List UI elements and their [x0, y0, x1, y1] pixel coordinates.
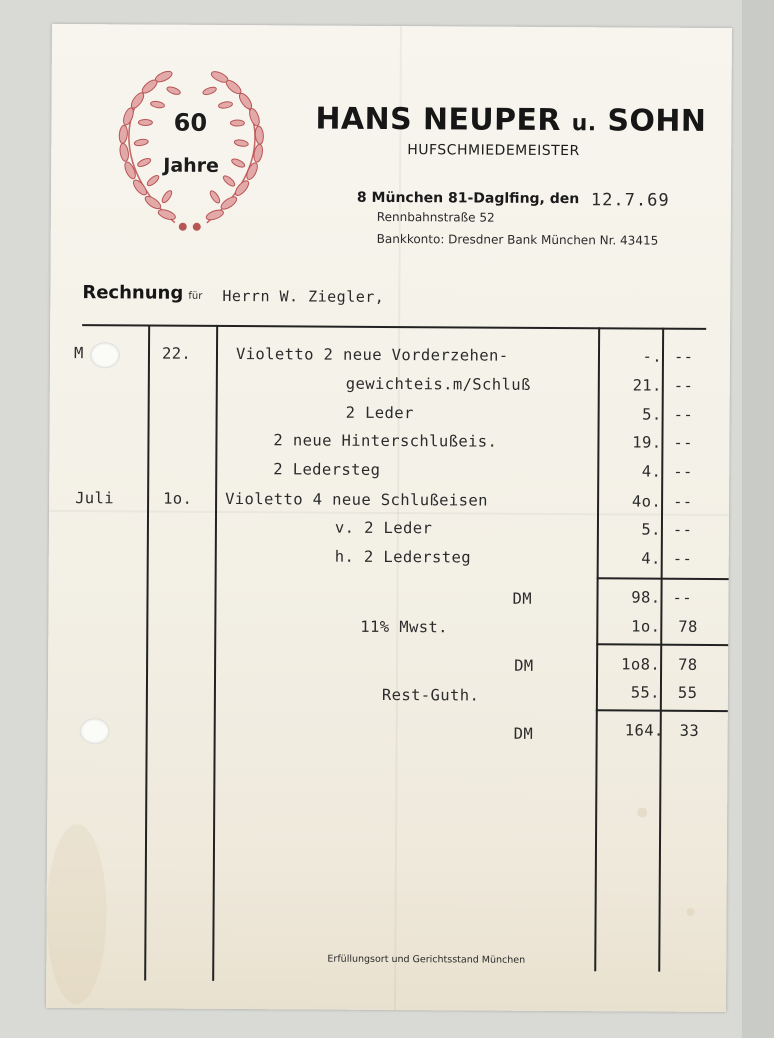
- total-amount-pf: 78: [678, 617, 698, 636]
- trade-title: HUFSCHMIEDEMEISTER: [407, 142, 580, 160]
- row-description: Violetto 4 neue Schlußeisen: [225, 489, 488, 510]
- row-month: M: [73, 344, 84, 363]
- invoice-paper: [46, 24, 732, 1012]
- row-description: v. 2 Leder: [334, 518, 433, 538]
- total-amount-dm: 164.: [624, 721, 664, 740]
- place-line: 8 München 81-Daglfing, den: [356, 189, 580, 208]
- row-amount-dm: 5.: [641, 520, 661, 539]
- laurel-wreath-logo: [97, 54, 288, 235]
- row-amount-pf: --: [673, 405, 694, 424]
- punch-hole: [90, 342, 120, 368]
- paper-stain: [637, 808, 647, 818]
- row-amount-dm: 5.: [642, 405, 662, 424]
- paper-stain: [687, 908, 695, 916]
- recipient-name: Herrn W. Ziegler,: [222, 286, 385, 306]
- row-amount-pf: --: [673, 492, 693, 511]
- company-name-connector: u.: [571, 111, 597, 137]
- column-rule-dm: [594, 327, 600, 971]
- company-name-end: SOHN: [607, 103, 707, 139]
- total-label: DM: [513, 724, 534, 743]
- total-label: 11% Mwst.: [360, 617, 448, 637]
- total-amount-dm: 55.: [630, 683, 660, 702]
- row-amount-pf: --: [673, 376, 694, 395]
- paper-fold-horizontal: [49, 510, 729, 516]
- row-amount-dm: 4.: [641, 462, 662, 481]
- column-rule-pf: [658, 328, 664, 972]
- invoice-date: 12.7.69: [590, 190, 670, 211]
- row-day: 1o.: [163, 489, 193, 508]
- row-amount-pf: --: [672, 520, 693, 539]
- row-description: 2 Ledersteg: [273, 460, 381, 479]
- total-amount-dm: 1o8.: [621, 655, 661, 674]
- sum-rule: [597, 577, 729, 580]
- total-label: Rest-Guth.: [381, 685, 480, 705]
- anniversary-word: Jahre: [163, 154, 220, 177]
- company-name: [315, 102, 725, 140]
- row-description: 2 Leder: [345, 403, 414, 423]
- row-amount-dm: -.: [642, 347, 663, 366]
- row-description: h. 2 Ledersteg: [334, 547, 472, 567]
- invoice-label: Rechnung: [82, 282, 184, 304]
- column-rule-day: [212, 325, 218, 981]
- punch-hole: [80, 718, 110, 744]
- row-amount-dm: 21.: [632, 376, 662, 395]
- total-amount-pf: 78: [678, 655, 698, 674]
- sum-rule: [596, 709, 728, 712]
- total-amount-pf: 55: [677, 683, 698, 702]
- anniversary-number: 60: [173, 108, 208, 137]
- row-description: Violetto 2 neue Vorderzehen-: [235, 345, 509, 365]
- total-amount-pf: --: [672, 588, 693, 607]
- row-day: 22.: [161, 344, 192, 363]
- row-amount-pf: --: [673, 462, 693, 481]
- row-amount-pf: --: [673, 347, 694, 366]
- street-address: Rennbahnstraße 52: [376, 209, 495, 225]
- total-label: DM: [512, 589, 533, 608]
- column-rule-month: [144, 325, 150, 981]
- table-top-rule: [82, 324, 706, 330]
- background-edge: [742, 0, 774, 1038]
- row-amount-pf: --: [673, 433, 693, 452]
- total-amount-dm: 98.: [631, 588, 661, 607]
- row-month: Juli: [75, 489, 115, 508]
- row-amount-dm: 4o.: [631, 492, 662, 511]
- sum-rule: [596, 643, 728, 646]
- row-description: gewichteis.m/Schluß: [345, 374, 531, 394]
- total-amount-dm: 1o.: [631, 617, 661, 636]
- for-label: für: [188, 290, 203, 302]
- row-description: 2 neue Hinterschlußeis.: [273, 431, 498, 451]
- row-amount-pf: --: [672, 549, 693, 568]
- row-amount-dm: 4.: [641, 549, 661, 568]
- total-amount-pf: 33: [679, 721, 700, 740]
- total-label: DM: [514, 656, 534, 675]
- paper-stain: [46, 824, 107, 1004]
- row-amount-dm: 19.: [632, 433, 662, 452]
- company-name-main: HANS NEUPER: [315, 101, 561, 139]
- bank-account: Bankkonto: Dresdner Bank München Nr. 43415: [376, 231, 659, 248]
- jurisdiction-footer: Erfüllungsort und Gerichtsstand München: [327, 953, 526, 966]
